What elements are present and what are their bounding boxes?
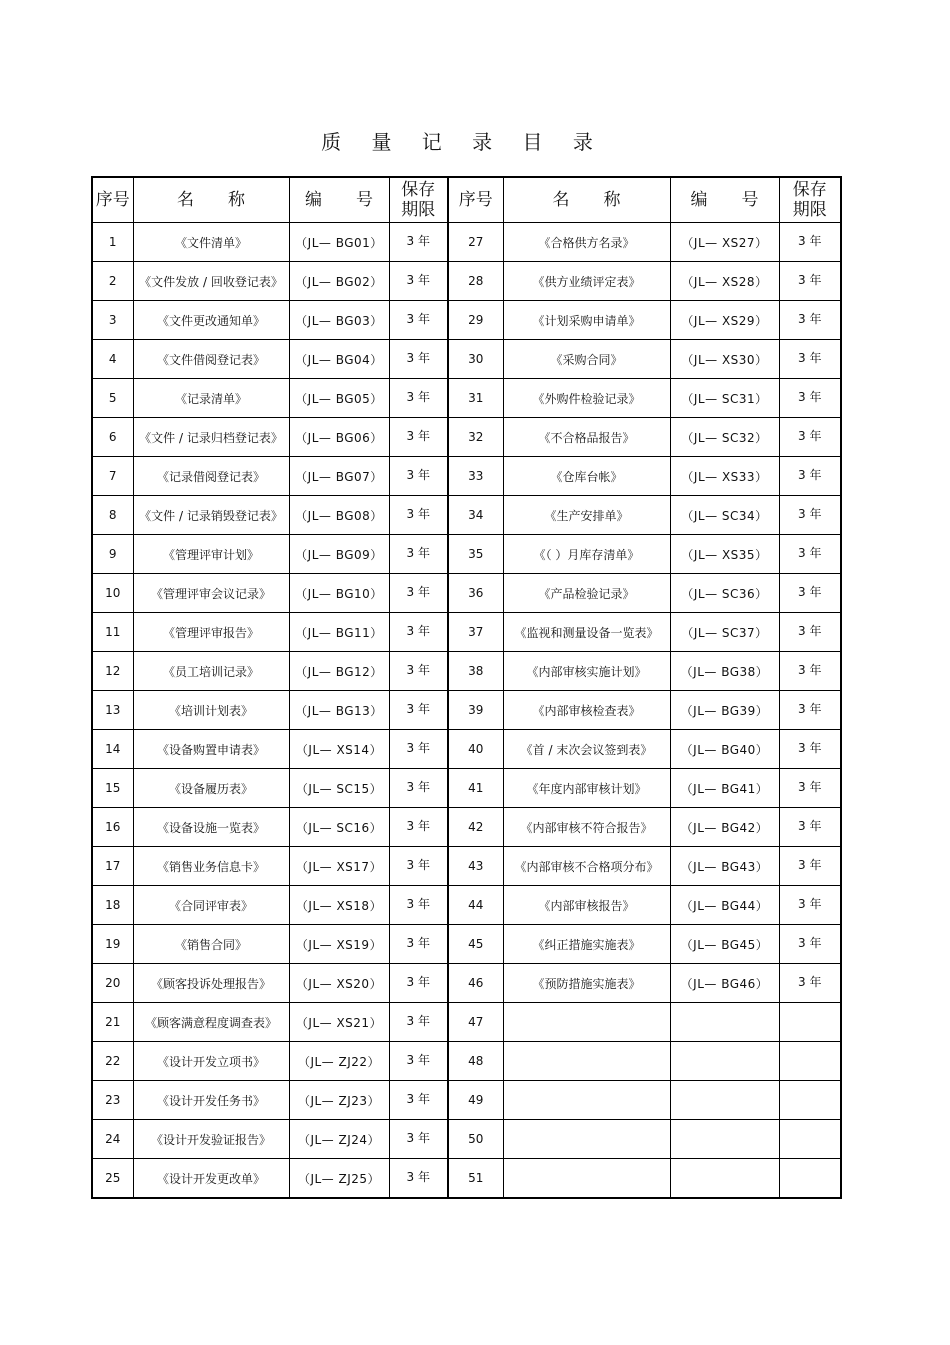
left-seq-cell: 24 bbox=[92, 1120, 133, 1159]
left-name-cell: 《合同评审表》 bbox=[133, 886, 289, 925]
header-name: 名 称 bbox=[133, 177, 289, 223]
left-period-cell: 3 年 bbox=[389, 496, 448, 535]
left-code-cell: （JL— BG04） bbox=[289, 340, 389, 379]
right-period-cell: 3 年 bbox=[779, 886, 841, 925]
right-code-cell: （JL— XS33） bbox=[670, 457, 779, 496]
right-seq-cell: 49 bbox=[448, 1081, 503, 1120]
right-seq-cell: 45 bbox=[448, 925, 503, 964]
right-period-cell: 3 年 bbox=[779, 847, 841, 886]
right-code-cell: （JL— BG44） bbox=[670, 886, 779, 925]
right-code-cell: （JL— BG39） bbox=[670, 691, 779, 730]
left-code-cell: （JL— SC16） bbox=[289, 808, 389, 847]
left-code-cell: （JL— BG09） bbox=[289, 535, 389, 574]
right-code-cell: （JL— XS27） bbox=[670, 223, 779, 262]
left-code-cell: （JL— BG01） bbox=[289, 223, 389, 262]
right-period-cell: 3 年 bbox=[779, 262, 841, 301]
right-seq-cell: 29 bbox=[448, 301, 503, 340]
table-row bbox=[92, 340, 841, 379]
left-name-cell: 《文件借阅登记表》 bbox=[133, 340, 289, 379]
left-name-cell: 《管理评审会议记录》 bbox=[133, 574, 289, 613]
right-code-cell: （JL— BG46） bbox=[670, 964, 779, 1003]
right-period-cell: 3 年 bbox=[779, 613, 841, 652]
left-period-cell: 3 年 bbox=[389, 301, 448, 340]
right-seq-cell: 33 bbox=[448, 457, 503, 496]
right-seq-cell: 44 bbox=[448, 886, 503, 925]
right-seq-cell: 42 bbox=[448, 808, 503, 847]
left-code-cell: （JL— XS14） bbox=[289, 730, 389, 769]
left-name-cell: 《管理评审报告》 bbox=[133, 613, 289, 652]
table-row bbox=[92, 535, 841, 574]
right-period-cell: 3 年 bbox=[779, 730, 841, 769]
right-seq-cell: 46 bbox=[448, 964, 503, 1003]
left-seq-cell: 25 bbox=[92, 1159, 133, 1199]
left-code-cell: （JL— ZJ22） bbox=[289, 1042, 389, 1081]
left-period-cell: 3 年 bbox=[389, 1120, 448, 1159]
right-period-cell: 3 年 bbox=[779, 925, 841, 964]
right-period-cell: 3 年 bbox=[779, 457, 841, 496]
left-seq-cell: 11 bbox=[92, 613, 133, 652]
left-name-cell: 《顾客满意程度调查表》 bbox=[133, 1003, 289, 1042]
right-period-cell: 3 年 bbox=[779, 964, 841, 1003]
right-seq-cell: 51 bbox=[448, 1159, 503, 1199]
left-period-cell: 3 年 bbox=[389, 574, 448, 613]
left-name-cell: 《文件更改通知单》 bbox=[133, 301, 289, 340]
right-code-cell bbox=[670, 1042, 779, 1081]
left-period-cell: 3 年 bbox=[389, 730, 448, 769]
table-row bbox=[92, 1003, 841, 1042]
right-period-cell: 3 年 bbox=[779, 496, 841, 535]
left-period-cell: 3 年 bbox=[389, 769, 448, 808]
right-name-cell: 《年度内部审核计划》 bbox=[503, 769, 670, 808]
right-code-cell: （JL— BG45） bbox=[670, 925, 779, 964]
left-name-cell: 《销售业务信息卡》 bbox=[133, 847, 289, 886]
right-code-cell: （JL— XS30） bbox=[670, 340, 779, 379]
left-seq-cell: 15 bbox=[92, 769, 133, 808]
table-row bbox=[92, 691, 841, 730]
right-name-cell bbox=[503, 1120, 670, 1159]
right-code-cell bbox=[670, 1081, 779, 1120]
right-name-cell: 《监视和测量设备一览表》 bbox=[503, 613, 670, 652]
right-seq-cell: 37 bbox=[448, 613, 503, 652]
right-name-cell: 《计划采购申请单》 bbox=[503, 301, 670, 340]
right-name-cell: 《首 / 末次会议签到表》 bbox=[503, 730, 670, 769]
right-seq-cell: 35 bbox=[448, 535, 503, 574]
right-period-cell: 3 年 bbox=[779, 379, 841, 418]
header-code: 编 号 bbox=[289, 177, 389, 223]
left-seq-cell: 3 bbox=[92, 301, 133, 340]
right-period-cell: 3 年 bbox=[779, 535, 841, 574]
right-seq-cell: 30 bbox=[448, 340, 503, 379]
right-seq-cell: 28 bbox=[448, 262, 503, 301]
table-row bbox=[92, 730, 841, 769]
table-row bbox=[92, 886, 841, 925]
table-row bbox=[92, 418, 841, 457]
table-row bbox=[92, 223, 841, 262]
right-period-cell: 3 年 bbox=[779, 808, 841, 847]
left-seq-cell: 19 bbox=[92, 925, 133, 964]
left-code-cell: （JL— XS17） bbox=[289, 847, 389, 886]
left-name-cell: 《设备履历表》 bbox=[133, 769, 289, 808]
left-seq-cell: 2 bbox=[92, 262, 133, 301]
right-seq-cell: 39 bbox=[448, 691, 503, 730]
right-name-cell: 《合格供方名录》 bbox=[503, 223, 670, 262]
right-name-cell: 《生产安排单》 bbox=[503, 496, 670, 535]
right-seq-cell: 41 bbox=[448, 769, 503, 808]
header-name-right: 名 称 bbox=[503, 177, 670, 223]
left-period-cell: 3 年 bbox=[389, 1081, 448, 1120]
right-name-cell: 《供方业绩评定表》 bbox=[503, 262, 670, 301]
left-seq-cell: 17 bbox=[92, 847, 133, 886]
right-period-cell bbox=[779, 1159, 841, 1199]
right-name-cell: 《采购合同》 bbox=[503, 340, 670, 379]
records-table bbox=[91, 176, 842, 1199]
left-code-cell: （JL— BG07） bbox=[289, 457, 389, 496]
left-seq-cell: 12 bbox=[92, 652, 133, 691]
right-code-cell bbox=[670, 1159, 779, 1199]
table-row bbox=[92, 262, 841, 301]
left-period-cell: 3 年 bbox=[389, 223, 448, 262]
right-name-cell: 《预防措施实施表》 bbox=[503, 964, 670, 1003]
header-period-right-line1: 保存 bbox=[792, 180, 827, 200]
left-name-cell: 《顾客投诉处理报告》 bbox=[133, 964, 289, 1003]
table-row bbox=[92, 925, 841, 964]
right-code-cell: （JL— XS29） bbox=[670, 301, 779, 340]
left-seq-cell: 5 bbox=[92, 379, 133, 418]
left-code-cell: （JL— ZJ25） bbox=[289, 1159, 389, 1199]
table-row bbox=[92, 301, 841, 340]
right-name-cell: 《外购件检验记录》 bbox=[503, 379, 670, 418]
right-seq-cell: 47 bbox=[448, 1003, 503, 1042]
right-code-cell: （JL— BG43） bbox=[670, 847, 779, 886]
left-code-cell: （JL— SC15） bbox=[289, 769, 389, 808]
left-period-cell: 3 年 bbox=[389, 457, 448, 496]
left-name-cell: 《设计开发验证报告》 bbox=[133, 1120, 289, 1159]
left-period-cell: 3 年 bbox=[389, 886, 448, 925]
right-seq-cell: 43 bbox=[448, 847, 503, 886]
right-code-cell: （JL— BG38） bbox=[670, 652, 779, 691]
left-code-cell: （JL— ZJ24） bbox=[289, 1120, 389, 1159]
left-name-cell: 《培训计划表》 bbox=[133, 691, 289, 730]
right-period-cell bbox=[779, 1081, 841, 1120]
left-code-cell: （JL— BG06） bbox=[289, 418, 389, 457]
right-period-cell: 3 年 bbox=[779, 691, 841, 730]
left-period-cell: 3 年 bbox=[389, 1159, 448, 1199]
left-code-cell: （JL— XS20） bbox=[289, 964, 389, 1003]
right-name-cell bbox=[503, 1042, 670, 1081]
right-name-cell: 《不合格品报告》 bbox=[503, 418, 670, 457]
table-row bbox=[92, 574, 841, 613]
left-code-cell: （JL— XS18） bbox=[289, 886, 389, 925]
left-period-cell: 3 年 bbox=[389, 613, 448, 652]
records-body bbox=[92, 223, 841, 1199]
right-period-cell bbox=[779, 1042, 841, 1081]
left-name-cell: 《文件 / 记录销毁登记表》 bbox=[133, 496, 289, 535]
left-name-cell: 《设计开发任务书》 bbox=[133, 1081, 289, 1120]
left-seq-cell: 21 bbox=[92, 1003, 133, 1042]
right-name-cell: 《纠正措施实施表》 bbox=[503, 925, 670, 964]
right-code-cell: （JL— SC31） bbox=[670, 379, 779, 418]
left-seq-cell: 7 bbox=[92, 457, 133, 496]
table-header-row bbox=[92, 177, 841, 223]
header-seq: 序号 bbox=[92, 177, 133, 223]
left-period-cell: 3 年 bbox=[389, 691, 448, 730]
left-period-cell: 3 年 bbox=[389, 1042, 448, 1081]
left-period-cell: 3 年 bbox=[389, 340, 448, 379]
right-seq-cell: 38 bbox=[448, 652, 503, 691]
left-period-cell: 3 年 bbox=[389, 418, 448, 457]
left-name-cell: 《记录清单》 bbox=[133, 379, 289, 418]
left-name-cell: 《员工培训记录》 bbox=[133, 652, 289, 691]
right-period-cell: 3 年 bbox=[779, 301, 841, 340]
left-code-cell: （JL— BG02） bbox=[289, 262, 389, 301]
left-period-cell: 3 年 bbox=[389, 379, 448, 418]
right-code-cell: （JL— BG40） bbox=[670, 730, 779, 769]
left-code-cell: （JL— BG10） bbox=[289, 574, 389, 613]
table-row bbox=[92, 457, 841, 496]
right-period-cell: 3 年 bbox=[779, 340, 841, 379]
right-seq-cell: 34 bbox=[448, 496, 503, 535]
right-period-cell: 3 年 bbox=[779, 574, 841, 613]
left-name-cell: 《设计开发更改单》 bbox=[133, 1159, 289, 1199]
right-code-cell bbox=[670, 1003, 779, 1042]
left-seq-cell: 1 bbox=[92, 223, 133, 262]
left-code-cell: （JL— BG08） bbox=[289, 496, 389, 535]
left-period-cell: 3 年 bbox=[389, 262, 448, 301]
left-seq-cell: 18 bbox=[92, 886, 133, 925]
left-seq-cell: 14 bbox=[92, 730, 133, 769]
right-code-cell: （JL— BG42） bbox=[670, 808, 779, 847]
left-seq-cell: 23 bbox=[92, 1081, 133, 1120]
header-code-right: 编 号 bbox=[670, 177, 779, 223]
left-name-cell: 《记录借阅登记表》 bbox=[133, 457, 289, 496]
right-code-cell: （JL— XS35） bbox=[670, 535, 779, 574]
right-name-cell bbox=[503, 1081, 670, 1120]
right-seq-cell: 27 bbox=[448, 223, 503, 262]
right-seq-cell: 32 bbox=[448, 418, 503, 457]
right-name-cell: 《内部审核实施计划》 bbox=[503, 652, 670, 691]
left-code-cell: （JL— ZJ23） bbox=[289, 1081, 389, 1120]
right-code-cell: （JL— SC37） bbox=[670, 613, 779, 652]
left-name-cell: 《文件清单》 bbox=[133, 223, 289, 262]
header-period-line2: 期限 bbox=[401, 200, 436, 220]
table-row bbox=[92, 379, 841, 418]
right-period-cell: 3 年 bbox=[779, 769, 841, 808]
right-name-cell: 《（ ）月库存清单》 bbox=[503, 535, 670, 574]
header-seq-right: 序号 bbox=[448, 177, 503, 223]
right-code-cell: （JL— XS28） bbox=[670, 262, 779, 301]
header-period-line1: 保存 bbox=[401, 180, 436, 200]
left-period-cell: 3 年 bbox=[389, 925, 448, 964]
left-seq-cell: 16 bbox=[92, 808, 133, 847]
header-period-right bbox=[779, 177, 841, 223]
right-period-cell bbox=[779, 1120, 841, 1159]
header-period bbox=[389, 177, 448, 223]
right-name-cell: 《仓库台帐》 bbox=[503, 457, 670, 496]
left-code-cell: （JL— BG05） bbox=[289, 379, 389, 418]
right-name-cell: 《内部审核报告》 bbox=[503, 886, 670, 925]
right-seq-cell: 31 bbox=[448, 379, 503, 418]
table-row bbox=[92, 1159, 841, 1199]
right-name-cell bbox=[503, 1159, 670, 1199]
right-name-cell: 《内部审核不符合报告》 bbox=[503, 808, 670, 847]
right-code-cell: （JL— BG41） bbox=[670, 769, 779, 808]
right-seq-cell: 36 bbox=[448, 574, 503, 613]
right-seq-cell: 40 bbox=[448, 730, 503, 769]
left-period-cell: 3 年 bbox=[389, 808, 448, 847]
table-row bbox=[92, 964, 841, 1003]
table-row bbox=[92, 1081, 841, 1120]
header-period-right-line2: 期限 bbox=[792, 200, 827, 220]
left-seq-cell: 13 bbox=[92, 691, 133, 730]
left-seq-cell: 6 bbox=[92, 418, 133, 457]
left-period-cell: 3 年 bbox=[389, 652, 448, 691]
left-seq-cell: 10 bbox=[92, 574, 133, 613]
right-name-cell: 《产品检验记录》 bbox=[503, 574, 670, 613]
left-seq-cell: 22 bbox=[92, 1042, 133, 1081]
left-period-cell: 3 年 bbox=[389, 847, 448, 886]
table-row bbox=[92, 808, 841, 847]
table-row bbox=[92, 1120, 841, 1159]
left-code-cell: （JL— BG13） bbox=[289, 691, 389, 730]
left-period-cell: 3 年 bbox=[389, 964, 448, 1003]
table-row bbox=[92, 652, 841, 691]
table-row bbox=[92, 769, 841, 808]
left-period-cell: 3 年 bbox=[389, 1003, 448, 1042]
left-period-cell: 3 年 bbox=[389, 535, 448, 574]
right-name-cell: 《内部审核不合格项分布》 bbox=[503, 847, 670, 886]
table-row bbox=[92, 847, 841, 886]
left-name-cell: 《设备购置申请表》 bbox=[133, 730, 289, 769]
left-name-cell: 《文件发放 / 回收登记表》 bbox=[133, 262, 289, 301]
right-period-cell: 3 年 bbox=[779, 652, 841, 691]
right-code-cell: （JL— SC32） bbox=[670, 418, 779, 457]
table-row bbox=[92, 496, 841, 535]
right-period-cell bbox=[779, 1003, 841, 1042]
left-seq-cell: 8 bbox=[92, 496, 133, 535]
right-seq-cell: 50 bbox=[448, 1120, 503, 1159]
right-name-cell: 《内部审核检查表》 bbox=[503, 691, 670, 730]
left-name-cell: 《文件 / 记录归档登记表》 bbox=[133, 418, 289, 457]
left-seq-cell: 20 bbox=[92, 964, 133, 1003]
left-seq-cell: 4 bbox=[92, 340, 133, 379]
table-row bbox=[92, 613, 841, 652]
left-code-cell: （JL— BG12） bbox=[289, 652, 389, 691]
left-seq-cell: 9 bbox=[92, 535, 133, 574]
page-title: 质 量 记 录 目 录 bbox=[321, 130, 605, 154]
left-name-cell: 《销售合同》 bbox=[133, 925, 289, 964]
right-period-cell: 3 年 bbox=[779, 223, 841, 262]
left-name-cell: 《设计开发立项书》 bbox=[133, 1042, 289, 1081]
left-code-cell: （JL— BG11） bbox=[289, 613, 389, 652]
right-code-cell: （JL— SC36） bbox=[670, 574, 779, 613]
right-code-cell bbox=[670, 1120, 779, 1159]
right-code-cell: （JL— SC34） bbox=[670, 496, 779, 535]
table-row bbox=[92, 1042, 841, 1081]
right-period-cell: 3 年 bbox=[779, 418, 841, 457]
left-code-cell: （JL— XS21） bbox=[289, 1003, 389, 1042]
left-code-cell: （JL— XS19） bbox=[289, 925, 389, 964]
left-name-cell: 《设备设施一览表》 bbox=[133, 808, 289, 847]
left-code-cell: （JL— BG03） bbox=[289, 301, 389, 340]
left-name-cell: 《管理评审计划》 bbox=[133, 535, 289, 574]
right-name-cell bbox=[503, 1003, 670, 1042]
right-seq-cell: 48 bbox=[448, 1042, 503, 1081]
